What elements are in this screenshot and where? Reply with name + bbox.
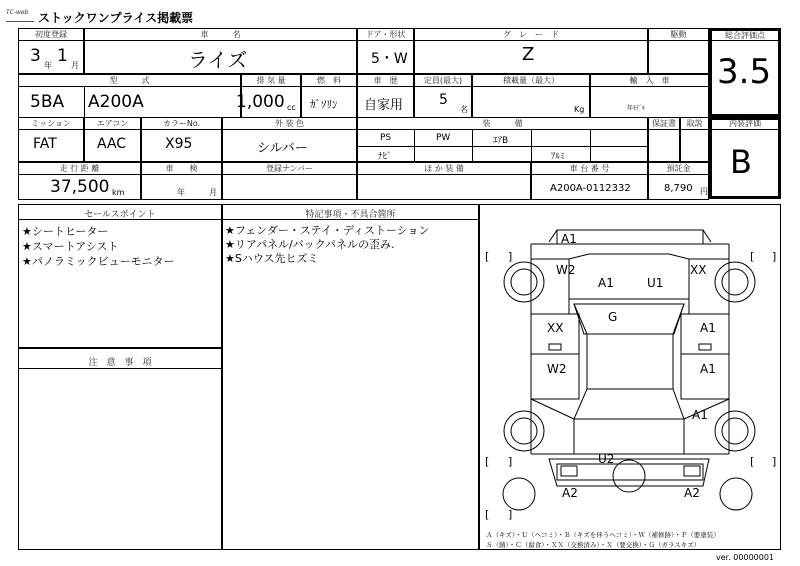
inspection-year: 年 <box>177 188 185 197</box>
import-label: 輸 入 車 <box>629 76 670 85</box>
score-label: 総合評価点 <box>725 31 765 40</box>
divider <box>222 219 479 220</box>
other-equip-label: ほ か 装 備 <box>424 164 464 173</box>
legend-line: Ａ（キズ）・Ｕ（ヘコミ）・Ｂ（キズを伴うヘコミ）・Ｗ（補修跡）・Ｐ（要塗装） <box>486 531 720 539</box>
color-label: 外 装 色 <box>274 119 305 128</box>
damage-label: A2 <box>684 486 700 500</box>
deposit-unit: 円 <box>700 187 708 196</box>
divider <box>472 129 473 162</box>
page-title: ストックワンプライス掲載票 <box>38 11 194 25</box>
capacity-unit: 名 <box>460 105 468 114</box>
manual-label: 取説 <box>686 119 703 128</box>
notes-label: 特記事項・不具合箇所 <box>305 210 396 220</box>
mileage-value: 37,500 <box>50 177 110 197</box>
divider <box>531 129 532 162</box>
logo: TC-web <box>6 9 34 22</box>
interior-label: 内装評価 <box>729 119 761 128</box>
inspection-label: 車 検 <box>165 164 198 173</box>
bracket-mark: [ <box>485 250 490 263</box>
type-label: 型 式 <box>109 76 150 85</box>
divider <box>709 129 781 130</box>
divider <box>590 129 591 162</box>
equip-item: ｱﾙﾐ <box>551 152 565 162</box>
reg-year-unit: 年 <box>44 61 52 70</box>
inspection-month: 月 <box>209 188 217 197</box>
bracket-mark: [ <box>750 250 755 263</box>
reg-month-unit: 月 <box>71 61 79 70</box>
door-label: ドア・形状 <box>365 30 406 39</box>
equipment-label: 装 備 <box>482 119 523 128</box>
damage-label: A1 <box>561 232 577 246</box>
ac-value: AAC <box>97 136 127 152</box>
divider <box>18 368 222 369</box>
equip-item: PS <box>380 133 392 143</box>
damage-label: A1 <box>700 321 716 335</box>
chassis-label: 車 台 番 号 <box>569 164 610 173</box>
equip-item: PW <box>436 133 451 143</box>
load-unit: Kg <box>574 105 585 114</box>
model-label: 車 名 <box>200 30 241 39</box>
capacity-label: 定員(最大) <box>423 76 463 85</box>
sales-point-item: ★スマートアシスト <box>22 240 119 253</box>
fuel-value: ｶﾞｿﾘﾝ <box>310 98 338 111</box>
history-value: 自家用 <box>364 98 404 113</box>
bracket-mark: ] <box>772 455 777 468</box>
capacity-value: 5 <box>439 92 448 108</box>
legend-line: Ｓ（錆）・Ｃ（腐食）・ＸＸ（交換済み）・Ｘ（要交換）・Ｇ（ガラスキズ） <box>486 541 701 549</box>
interior-score: B <box>730 143 752 181</box>
sales-points-label: セールスポイント <box>84 210 156 220</box>
chassis-value: A200A-0112332 <box>550 183 631 194</box>
overall-score: 3.5 <box>717 52 772 92</box>
damage-label: A1 <box>598 276 614 290</box>
divider <box>414 129 415 162</box>
damage-label: U2 <box>598 452 615 466</box>
mileage-label: 走 行 距 離 <box>59 164 100 173</box>
damage-label: XX <box>547 321 564 335</box>
type-value: A200A <box>88 92 144 112</box>
damage-label: W2 <box>547 362 567 376</box>
mileage-unit: km <box>112 188 125 197</box>
bracket-mark: ] <box>508 508 513 521</box>
divider <box>18 219 222 220</box>
damage-label: W2 <box>556 263 576 277</box>
deposit-value: 8,790 <box>664 183 693 194</box>
version-text: ver. 00000001 <box>716 553 775 562</box>
divider <box>18 174 709 175</box>
grade-label: グ レ ー ド <box>503 30 559 39</box>
color-no-label: カラーNo. <box>162 119 201 128</box>
equip-item: ｴｱB <box>493 136 509 146</box>
divider <box>84 86 85 118</box>
drive-label: 駆動 <box>670 30 687 39</box>
mission-label: ミッション <box>31 119 71 128</box>
reg-month: 1 <box>57 46 68 66</box>
import-model-year: 年ﾓﾃﾞﾙ <box>627 105 646 112</box>
displacement-label: 排 気 量 <box>256 76 286 85</box>
color-no-value: X95 <box>165 136 193 152</box>
warranty-label: 保証書 <box>652 119 676 128</box>
type-prefix: 5BA <box>30 92 65 112</box>
color-value: シルバー <box>257 141 308 156</box>
bracket-mark: [ <box>485 508 490 521</box>
mission-value: FAT <box>33 136 57 152</box>
divider <box>709 40 781 41</box>
door-value: 5・W <box>371 51 408 67</box>
caution-label: 注 意 事 項 <box>88 358 152 368</box>
note-item: ★リアパネル/バックパネルの歪み. <box>225 238 395 251</box>
damage-label: A1 <box>700 362 716 376</box>
damage-label: XX <box>690 263 707 277</box>
displacement-value: 1,000 <box>236 92 285 112</box>
note-item: ★フェンダー・ステイ・ディストーション <box>225 224 430 237</box>
sales-point-item: ★シートヒーター <box>22 225 109 238</box>
divider <box>357 146 648 147</box>
bracket-mark: ] <box>508 250 513 263</box>
plate-label: 登録ナンバー <box>265 164 314 173</box>
damage-label: U1 <box>647 276 664 290</box>
damage-label: A1 <box>692 408 708 422</box>
deposit-label: 預託金 <box>666 164 691 173</box>
damage-label: G <box>608 310 618 324</box>
fuel-label: 燃 料 <box>317 76 341 85</box>
sales-point-item: ★パノラミックビューモニター <box>22 255 175 268</box>
reg-year: 3 <box>30 46 41 66</box>
bracket-mark: ] <box>508 455 513 468</box>
bracket-mark: ] <box>772 250 777 263</box>
car-diagram <box>479 204 781 550</box>
reg-date-label: 初度登録 <box>35 30 67 39</box>
model-name: ライズ <box>188 48 248 72</box>
load-label: 積載量（最大） <box>503 76 559 85</box>
ac-label: エアコン <box>96 119 129 128</box>
bracket-mark: [ <box>485 455 490 468</box>
bracket-mark: [ <box>750 455 755 468</box>
divider <box>18 40 709 41</box>
equip-item: ﾅﾋﾞ <box>378 152 392 162</box>
damage-label: A2 <box>562 486 578 500</box>
divider <box>18 129 709 130</box>
caution-box <box>18 348 222 550</box>
history-label: 車 歴 <box>373 76 398 85</box>
grade-value: Z <box>522 44 535 65</box>
note-item: ★Sハウス先ヒズミ <box>225 252 319 265</box>
divider <box>18 86 709 87</box>
displacement-unit: cc <box>287 103 296 112</box>
